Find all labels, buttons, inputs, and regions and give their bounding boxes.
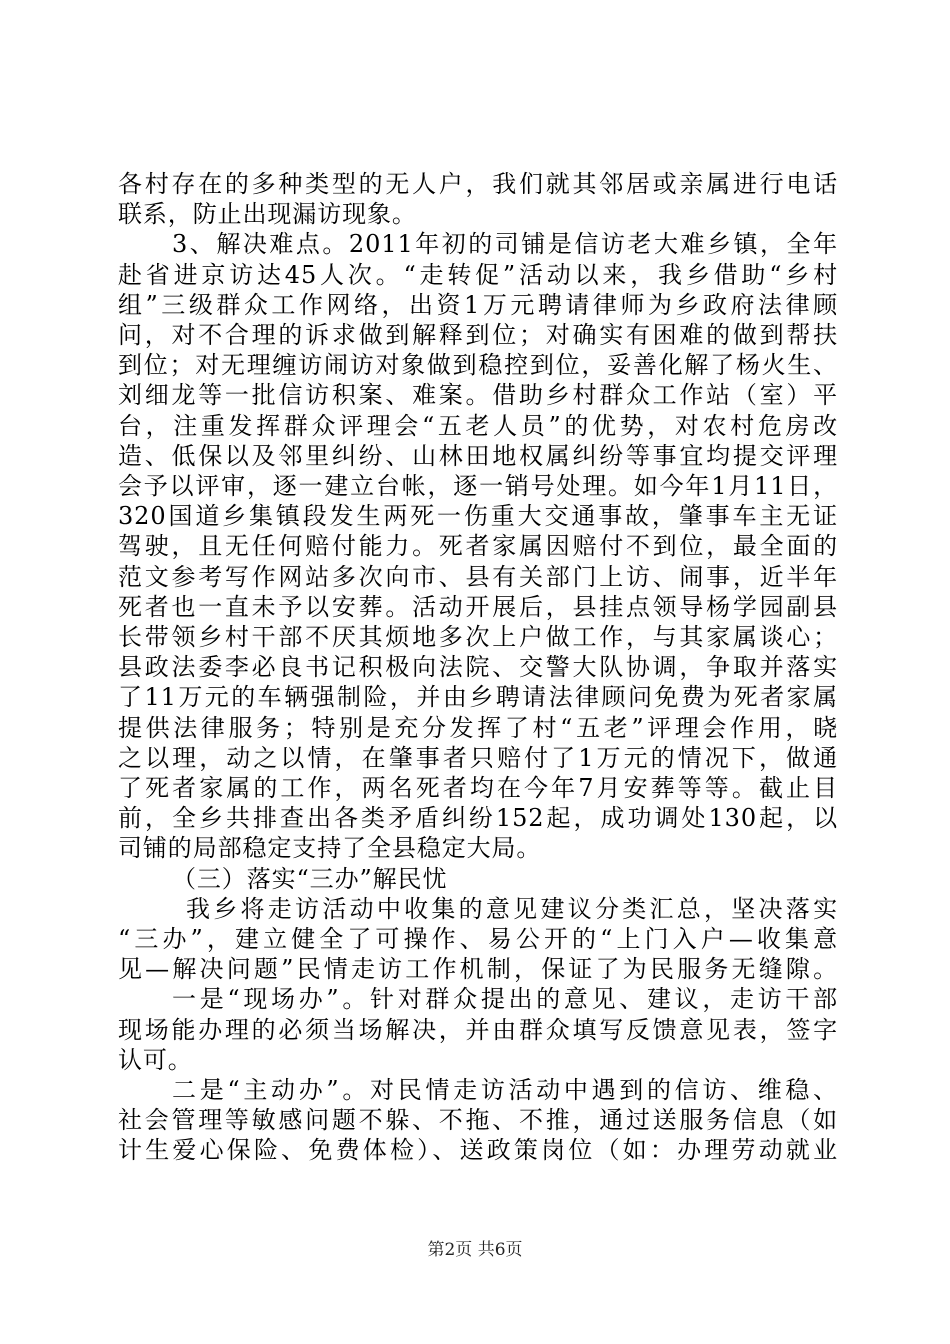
section-heading: （三）落实“三办”解民忧 (172, 864, 448, 893)
body-text-line: 计生爱心保险、免费体检）、送政策岗位（如：办理劳动就业 (118, 1136, 838, 1165)
page-number-footer: 第2页 共6页 (427, 1240, 523, 1260)
body-text-line: 认可。 (118, 1045, 193, 1074)
body-text-line: 组”三级群众工作网络，出资1万元聘请律师为乡政府法律顾 (118, 290, 838, 319)
body-text-line: 社会管理等敏感问题不躲、不拖、不推，通过送服务信息（如 (118, 1106, 838, 1135)
body-text-line: 死者也一直未予以安葬。活动开展后，县挂点领导杨学园副县 (118, 592, 838, 621)
body-text-line: 见—解决问题”民情走访工作机制，保证了为民服务无缝隙。 (118, 955, 838, 984)
body-text-line: 问，对不合理的诉求做到解释到位；对确实有困难的做到帮扶 (118, 321, 838, 349)
body-text-line: 提供法律服务；特别是充分发挥了村“五老”评理会作用，晓 (118, 713, 838, 742)
body-text-line: 了死者家属的工作，两名死者均在今年7月安葬等等。截止目 (118, 774, 838, 802)
body-text-line: 县政法委李必良书记积极向法院、交警大队协调，争取并落实 (118, 653, 838, 682)
body-text-line: 联系，防止出现漏访现象。 (118, 200, 417, 229)
body-text-line: 台，注重发挥群众评理会“五老人员”的优势，对农村危房改 (118, 411, 838, 440)
body-text-line: 二是“主动办”。对民情走访活动中遇到的信访、维稳、 (172, 1076, 838, 1104)
body-text-line: 现场能办理的必须当场解决，并由群众填写反馈意见表，签字 (118, 1015, 838, 1044)
body-text-line: 前，全乡共排查出各类矛盾纠纷152起，成功调处130起，以 (118, 804, 838, 833)
body-text-line: 一是“现场办”。针对群众提出的意见、建议，走访干部 (172, 985, 838, 1014)
body-text-line: 范文参考写作网站多次向市、县有关部门上访、闹事，近半年 (118, 562, 838, 591)
body-text-line: “三办”，建立健全了可操作、易公开的“上门入户—收集意 (118, 925, 838, 953)
body-text-line: 3、解决难点。2011年初的司铺是信访老大难乡镇，全年 (172, 230, 838, 259)
body-text-line: 了11万元的车辆强制险，并由乡聘请法律顾问免费为死者家属 (118, 683, 838, 712)
body-text-line: 会予以评审，逐一建立台帐，逐一销号处理。如今年1月11日， (118, 472, 838, 500)
body-text-line: 造、低保以及邻里纠纷、山林田地权属纠纷等事宜均提交评理 (118, 441, 838, 470)
body-text-line: 各村存在的多种类型的无人户，我们就其邻居或亲属进行电话 (118, 170, 838, 198)
body-text-line: 刘细龙等一批信访积案、难案。借助乡村群众工作站（室）平 (118, 381, 838, 410)
body-text-line: 320国道乡集镇段发生两死一伤重大交通事故，肇事车主无证 (118, 502, 838, 531)
body-text-line: 驾驶，且无任何赔付能力。死者家属因赔付不到位，最全面的 (118, 532, 838, 561)
body-text-line: 赴省进京访达45人次。“走转促”活动以来，我乡借助“乡村 (118, 260, 838, 289)
body-text-line: 之以理，动之以情，在肇事者只赔付了1万元的情况下，做通 (118, 743, 838, 772)
body-text-line: 司铺的局部稳定支持了全县稳定大局。 (118, 834, 542, 863)
body-text-line: 我乡将走访活动中收集的意见建议分类汇总，坚决落实 (186, 894, 838, 923)
body-text-line: 到位；对无理缠访闹访对象做到稳控到位，妥善化解了杨火生、 (118, 351, 838, 380)
body-text-line: 长带领乡村干部不厌其烦地多次上户做工作，与其家属谈心； (118, 623, 838, 651)
